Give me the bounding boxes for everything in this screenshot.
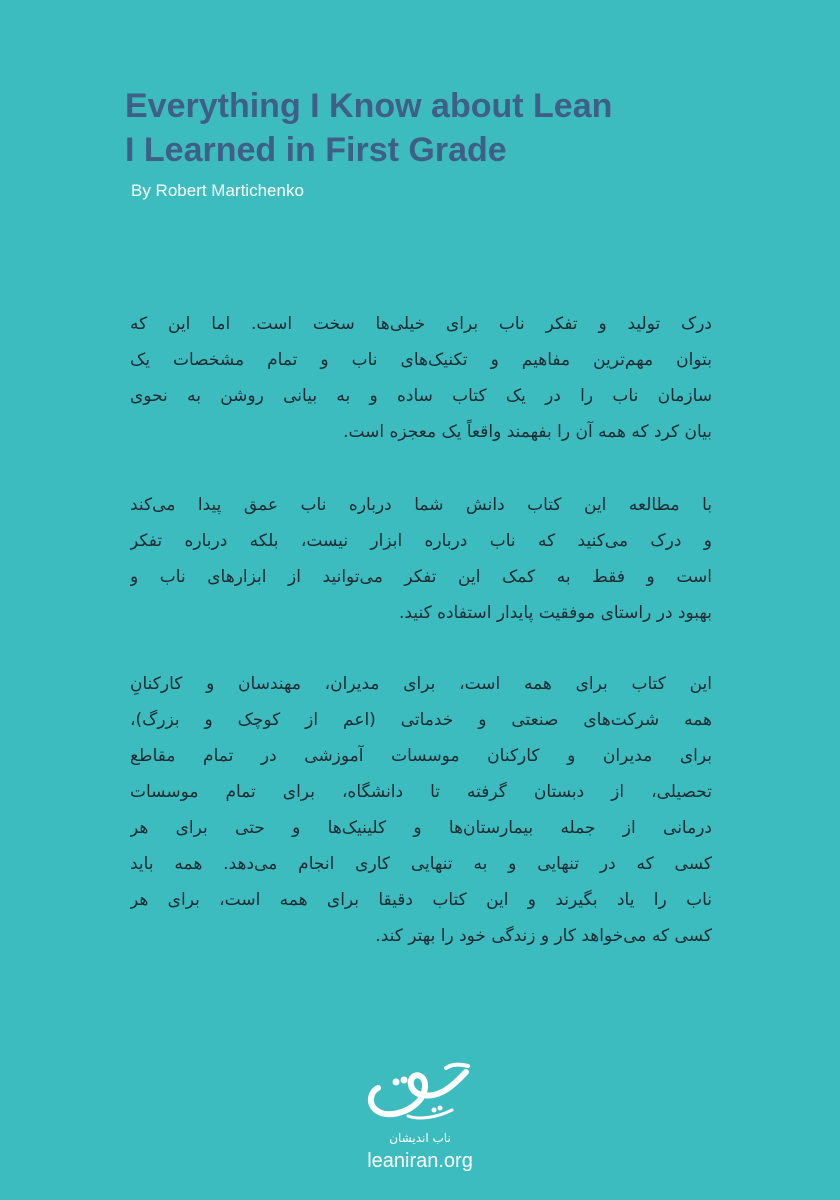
book-title-line-1: Everything I Know about Lean [125,87,613,125]
publisher-logo [356,1058,484,1148]
publisher-logo-text: ناب اندیشان [389,1131,451,1145]
text-line: برای مدیران و کارکنان موسسات آموزشی در تمام مقاطع [130,746,712,766]
text-line: همه شرکت‌های صنعتی و خدماتی (اعم از کوچک و بزرگ)، [130,710,712,730]
text-line: کسی که می‌خواهد کار و زندگی خود را بهتر کند. [375,926,712,946]
author-byline: By Robert Martichenko [131,181,304,200]
text-line: بیان کرد که همه آن را بفهمند واقعاً یک معجزه است. [343,422,712,442]
website-url: leaniran.org [367,1150,473,1172]
blurb-paragraph-1 [130,306,712,450]
blurb-paragraph-3 [130,666,712,954]
book-title-line-2: I Learned in First Grade [125,131,507,169]
text-line: سازمان ناب را در یک کتاب ساده و به بیانی روشن به نحوی [130,386,712,406]
text-line: است و فقط به کمک این تفکر می‌توانید از ابزارهای ناب و [130,567,712,587]
text-line: کسی که در تنهایی و به تنهایی کاری انجام می‌دهد. همه باید [130,854,712,874]
text-line: با مطالعه این کتاب دانش شما درباره ناب عمق پیدا می‌کند [130,495,712,515]
text-line: درک تولید و تفکر ناب برای خیلی‌ها سخت است. اما این که [130,314,712,334]
book-title [125,84,745,172]
text-line: تحصیلی، از دبستان گرفته تا دانشگاه، برای تمام موسسات [130,782,712,802]
text-line: بتوان مهم‌ترین مفاهیم و تکنیک‌های ناب و تمام مشخصات یک [130,350,712,370]
blurb-paragraph-2 [130,487,712,631]
text-line: این کتاب برای همه است، برای مدیران، مهندسان و کارکنانِ [130,674,712,694]
text-line: بهبود در راستای موفقیت پایدار استفاده کنید. [398,603,712,623]
text-line: و درک می‌کنید که ناب درباره ابزار نیست، بلکه درباره تفکر [130,531,712,551]
text-line: ناب را یاد بگیرند و این کتاب دقیقا برای همه است، برای هر [130,890,712,910]
text-line: درمانی از جمله بیمارستان‌ها و کلینیک‌ها و حتی برای هر [130,818,712,838]
